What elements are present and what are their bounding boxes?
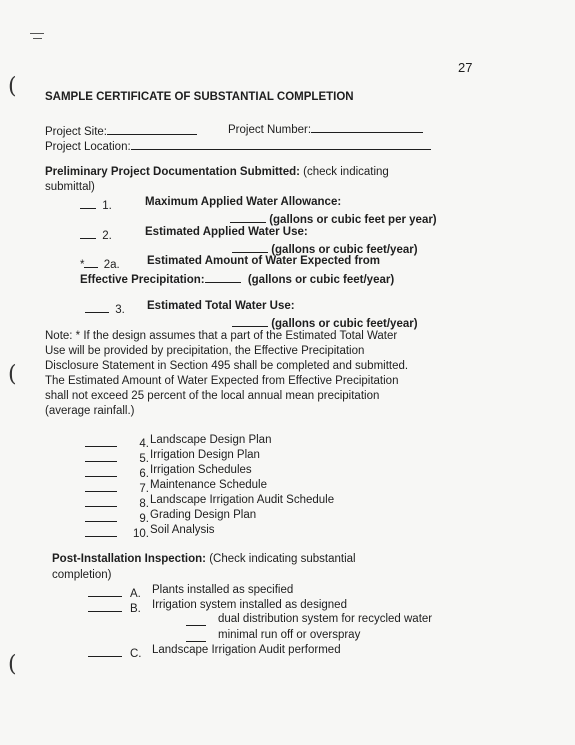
- check-blank: [85, 301, 109, 313]
- check-blank: [85, 450, 117, 462]
- item-label: Estimated Applied Water Use:: [145, 226, 308, 238]
- note-line: The Estimated Amount of Water Expected from Effective Precipitation: [45, 375, 399, 387]
- check-blank: [186, 614, 206, 626]
- check-blank: [85, 480, 117, 492]
- sub-label: minimal run off or overspray: [218, 629, 361, 641]
- item-label-cont: Effective Precipitation:: [80, 274, 205, 286]
- item-number: 3.: [115, 304, 125, 316]
- item-unit: (gallons or cubic feet/year): [271, 318, 418, 330]
- doc-label: Maintenance Schedule: [150, 479, 267, 491]
- post-letter: A.: [130, 588, 141, 600]
- check-blank: [85, 525, 117, 537]
- doc-label: Landscape Design Plan: [150, 434, 272, 446]
- post-letter: C.: [130, 648, 142, 660]
- doc-label: Irrigation Schedules: [150, 464, 252, 476]
- item-unit: (gallons or cubic feet/year): [247, 274, 395, 286]
- item-unit-line: [230, 211, 437, 227]
- post-note-cont: completion): [52, 569, 112, 581]
- scan-mark: [30, 33, 44, 34]
- project-location-field: [45, 138, 431, 154]
- project-site-field: [45, 123, 197, 139]
- doc-number: 6.: [139, 468, 149, 480]
- check-blank: [85, 435, 117, 447]
- check-blank: [85, 495, 117, 507]
- item-unit: (gallons or cubic feet/year): [271, 244, 418, 256]
- binding-mark: (: [8, 362, 17, 387]
- document-title: SAMPLE CERTIFICATE OF SUBSTANTIAL COMPLETION: [45, 91, 354, 103]
- project-number-field: [228, 121, 423, 137]
- check-blank: [186, 630, 206, 642]
- item-2a-line: * 2a.: [80, 256, 120, 272]
- doc-item: [85, 450, 149, 466]
- note-line: Disclosure Statement in Section 495 shall be completed and submitted.: [45, 360, 409, 372]
- doc-item: [85, 435, 149, 451]
- project-location-label: Project Location:: [45, 141, 131, 153]
- item-1-line: [80, 197, 112, 213]
- check-blank: [80, 227, 96, 239]
- scan-mark: [33, 38, 42, 39]
- project-site-label: Project Site:: [45, 126, 107, 138]
- check-blank: [85, 510, 117, 522]
- item-number: 2.: [102, 230, 112, 242]
- prelim-note: (check indicating: [303, 166, 389, 178]
- note-line: (average rainfall.): [45, 405, 135, 417]
- binding-mark: (: [8, 74, 17, 99]
- doc-number: 7.: [139, 483, 149, 495]
- doc-number: 5.: [139, 453, 149, 465]
- post-letter: B.: [130, 603, 141, 615]
- item-number: 2a.: [103, 259, 120, 271]
- project-location-blank: [131, 138, 431, 150]
- binding-mark: (: [8, 652, 17, 677]
- page-number: 27: [458, 60, 473, 75]
- item-2-line: [80, 227, 112, 243]
- note-line: Note: * If the design assumes that a part of the Estimated Total Water: [45, 330, 398, 342]
- post-item: [88, 645, 142, 661]
- value-blank: [205, 271, 241, 283]
- item-2a-cont: [80, 271, 394, 287]
- check-blank: [88, 645, 122, 657]
- doc-item: [85, 465, 149, 481]
- post-item: [88, 585, 141, 601]
- value-blank: [232, 315, 268, 327]
- doc-number: 8.: [139, 498, 149, 510]
- item-3-line: [85, 301, 125, 317]
- post-label: Irrigation system installed as designed: [152, 599, 347, 611]
- project-number-label: Project Number:: [228, 124, 312, 136]
- prelim-heading-line: [45, 167, 389, 179]
- item-unit-line: [232, 315, 418, 331]
- doc-number: 9.: [139, 513, 149, 525]
- note-line: Use will be provided by precipitation, the Effective Precipitation: [45, 345, 365, 357]
- doc-label: Grading Design Plan: [150, 509, 257, 521]
- sub-item: [186, 614, 206, 630]
- check-blank: [85, 465, 117, 477]
- doc-label: Irrigation Design Plan: [150, 449, 260, 461]
- doc-item: [85, 510, 149, 526]
- doc-number: 4.: [139, 438, 149, 450]
- doc-label: Soil Analysis: [150, 524, 215, 536]
- post-heading-line: [52, 554, 356, 566]
- item-label: Estimated Amount of Water Expected from: [147, 255, 381, 267]
- doc-label: Landscape Irrigation Audit Schedule: [150, 494, 335, 506]
- value-blank: [232, 241, 268, 253]
- doc-item: [85, 525, 149, 541]
- check-blank: [88, 585, 122, 597]
- prelim-heading: Preliminary Project Documentation Submitted:: [45, 166, 300, 178]
- doc-item: [85, 480, 149, 496]
- post-label: Landscape Irrigation Audit performed: [152, 644, 341, 656]
- doc-item: [85, 495, 149, 511]
- sub-label: dual distribution system for recycled water: [218, 613, 433, 625]
- note-line: shall not exceed 25 percent of the local annual mean precipitation: [45, 390, 380, 402]
- prelim-note-cont: submittal): [45, 181, 95, 193]
- post-heading: Post-Installation Inspection:: [52, 553, 206, 565]
- check-blank: [88, 600, 122, 612]
- check-blank: [80, 197, 96, 209]
- value-blank: [230, 211, 266, 223]
- project-number-blank: [311, 121, 423, 133]
- item-number: 1.: [102, 200, 112, 212]
- item-label: Maximum Applied Water Allowance:: [145, 196, 342, 208]
- item-unit: (gallons or cubic feet per year): [269, 214, 437, 226]
- project-site-blank: [107, 123, 197, 135]
- post-note: (Check indicating substantial: [209, 553, 356, 565]
- check-blank: [84, 256, 98, 268]
- post-label: Plants installed as specified: [152, 584, 294, 596]
- post-item: [88, 600, 141, 616]
- item-label: Estimated Total Water Use:: [147, 300, 295, 312]
- doc-number: 10.: [133, 528, 149, 540]
